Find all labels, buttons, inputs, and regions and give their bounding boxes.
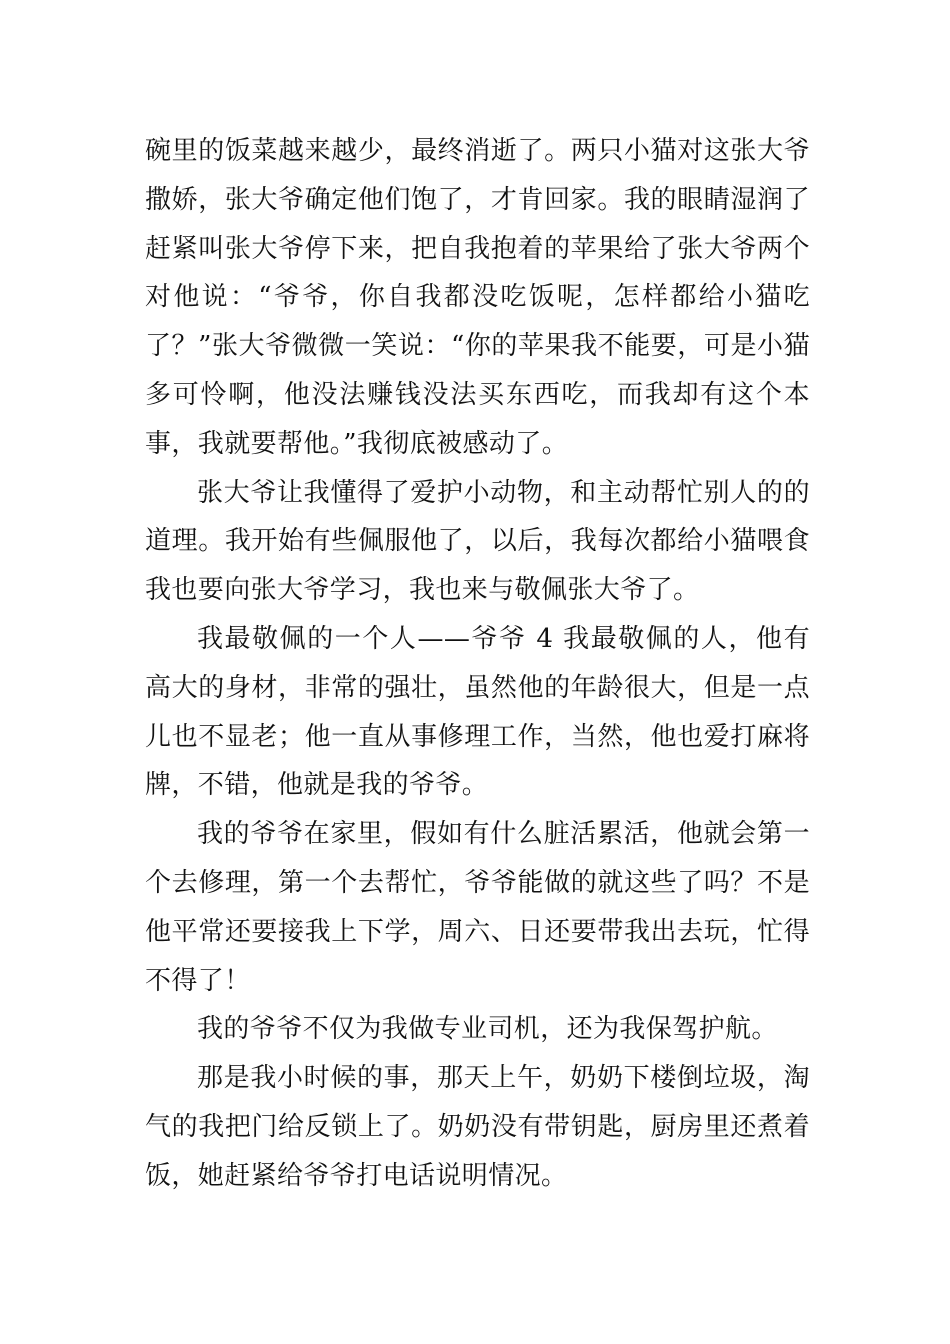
paragraph-1: 碗里的饭菜越来越少，最终消逝了。两只小猫对这张大爷撒娇，张大爷确定他们饱了，才肯回家。我的眼睛湿润了赶紧叫张大爷停下来，把自我抱着的苹果给了张大爷两个对他说：“爷爷，你自我都没吃饭呢，怎样都给小猫吃了？”张大爷微微一笑说：“你的苹果我不能要，可是小猫多可怜啊，他没法赚钱没法买东西吃，而我却有这个本事，我就要帮他。”我彻底被感动了。 [145,136,810,459]
paragraph-3: 我最敬佩的一个人——爷爷 4 我最敬佩的人，他有高大的身材，非常的强壮，虽然他的年龄很大，但是一点儿也不显老；他一直从事修理工作，当然，他也爱打麻将牌，不错，他就是我的爷爷。 [145,623,810,801]
document-body [145,127,810,1201]
paragraph-5: 我的爷爷不仅为我做专业司机，还为我保驾护航。 [197,1014,778,1045]
paragraph-6: 那是我小时候的事，那天上午，奶奶下楼倒垃圾，淘气的我把门给反锁上了。奶奶没有带钥匙，厨房里还煮着饭，她赶紧给爷爷打电话说明情况。 [145,1063,810,1191]
paragraph-2: 张大爷让我懂得了爱护小动物，和主动帮忙别人的的道理。我开始有些佩服他了，以后，我每次都给小猫喂食我也要向张大爷学习，我也来与敬佩张大爷了。 [145,477,810,606]
paragraph-4: 我的爷爷在家里，假如有什么脏活累活，他就会第一个去修理，第一个去帮忙，爷爷能做的就这些了吗？不是他平常还要接我上下学，周六、日还要带我出去玩，忙得不得了！ [145,819,810,996]
